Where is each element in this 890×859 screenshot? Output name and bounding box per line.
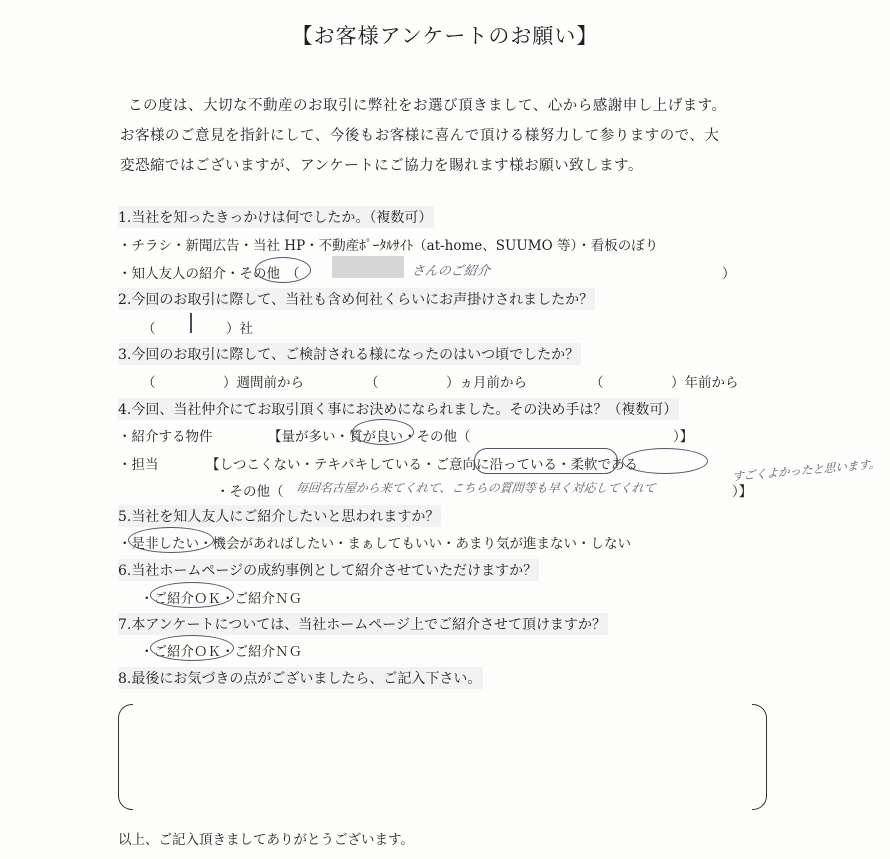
q1-options-line: ・チラシ・新聞広告・当社 HP・不動産ﾎﾟｰﾀﾙｻｲﾄ（at-home、SUUMO 等）・看板のぼり (118, 238, 659, 254)
question-6: 6.当社ホームページの成約事例として紹介させていただけますか？ (118, 559, 539, 581)
comment-box-right-bracket (752, 704, 767, 810)
q7-answer-circle (150, 635, 234, 661)
q2-answer-close: ）社 (226, 321, 253, 337)
q4-quality-circle (352, 419, 414, 445)
intro-line-2: お客様のご意見を指針にして、今後もお客様に喜んで頂ける様努力して参りますので、大 (120, 128, 720, 144)
page-title: 【お客様アンケートのお願い】 (291, 24, 599, 48)
q1-line2-prefix: ・知人友人の紹介・ (118, 266, 240, 282)
question-7: 7.本アンケートについては、当社ホームページ上でご紹介させて頂けますか？ (118, 613, 608, 635)
q1-handwritten-answer: さんのご紹介 (411, 264, 491, 279)
redacted-name-block (332, 256, 404, 278)
question-5: 5.当社を知人友人にご紹介したいと思われますか？ (118, 505, 441, 527)
q3-weeks-field: （ ）週間前から (142, 375, 304, 391)
q2-handwritten-mark (190, 313, 192, 333)
q7-options: ・ご紹介ＯＫ・ご紹介ＮＧ (140, 644, 302, 660)
question-4: 4.今回、当社仲介にてお取引頂く事にお決めになられました。その決め手は？（複数可） (118, 398, 679, 420)
q4-handwritten-other: 毎回名古屋から来てくれて、こちらの質問等も早く対応してくれて (295, 481, 657, 495)
intro-line-1: この度は、大切な不動産のお取引に弊社をお選び頂きまして、心から感謝申し上げます。 (128, 98, 727, 114)
q1-paren-close: ） (722, 266, 736, 282)
q5-options: ・是非したい・機会があればしたい・まぁしてもいい・あまり気が進まない・しない (118, 536, 631, 552)
q4-property-options: 【量が多い・質が良い・その他（ ）】 (268, 429, 694, 445)
q4-staff-other-label: ・その他（ (216, 484, 284, 500)
comment-box-left-bracket (118, 704, 133, 810)
question-2: 2.今回のお取引に際して、当社も含め何社くらいにお声掛けされましたか？ (118, 288, 595, 310)
q3-months-field: （ ）ヵ月前から (365, 375, 527, 391)
q3-years-field: （ ）年前から (590, 375, 739, 391)
q4-property-label: ・紹介する物件 (118, 429, 213, 445)
q1-paren-open: （ (286, 266, 300, 282)
question-1: 1.当社を知ったきっかけは何でしたか。（複数可） (118, 206, 434, 228)
q4-staff-label: ・担当 (118, 457, 159, 473)
q4-intention-circle (474, 448, 618, 474)
q4-staff-other-close: ）】 (732, 484, 753, 500)
question-8: 8.最後にお気づきの点がございましたら、ご記入下さい。 (118, 667, 483, 689)
q4-handwritten-margin: すごくよかったと思います。 (732, 456, 881, 484)
q6-options: ・ご紹介ＯＫ・ご紹介ＮＧ (140, 591, 302, 607)
question-3: 3.今回のお取引に際して、ご検討される様になったのはいつ頃でしたか？ (118, 343, 581, 365)
intro-line-3: 変恐縮ではございますが、アンケートにご協力を賜れます様お願い致します。 (120, 158, 643, 174)
q4-flexible-circle (622, 448, 708, 474)
q1-other-option[interactable]: その他 (239, 266, 280, 282)
q1-other-circle (255, 257, 311, 283)
q4-staff-options: 【しつこくない・テキパキしている・ご意向に沿っている・柔軟である (206, 457, 638, 473)
q6-answer-circle (150, 582, 234, 608)
closing-text: 以上、ご記入頂きましてありがとうございます。 (118, 832, 414, 848)
q5-answer-circle (128, 527, 214, 553)
q2-paren-open: （ (142, 321, 156, 337)
